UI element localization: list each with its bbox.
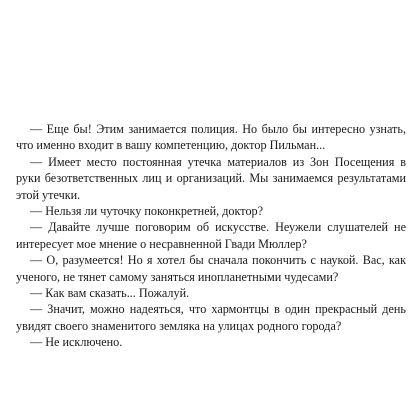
dialogue-paragraph: — Значит, можно надеяться, что хармонтцы в один прекрасный день увидят своего знаменитого земляка на улицах родного города? <box>16 302 406 333</box>
dialogue-paragraph: — Как вам сказать... Пожалуй. <box>30 286 190 301</box>
dialogue-text-block <box>16 121 406 351</box>
dialogue-paragraph: — Нельзя ли чуточку поконкретней, доктор? <box>30 204 264 219</box>
dialogue-paragraph: — Давайте лучше поговорим об искусстве. Неужели слушателей не интересует мое мнение о несравненной Гвади Мюллер? <box>16 220 406 251</box>
dialogue-paragraph: — Не исключено. <box>30 335 123 350</box>
dialogue-paragraph: — Имеет место постоянная утечка материалов из Зон Посещения в руки безответственных лиц и организаций. Мы занимаемся результатами этой утечки. <box>16 154 406 202</box>
dialogue-paragraph: — Еще бы! Этим занимается полиция. Но было бы интересно узнать, что именно входит в вашу компетенцию, доктор Пильман... <box>16 122 406 153</box>
dialogue-paragraph: — О, разумеется! Но я хотел бы сначала покончить с наукой. Вас, как ученого, не тянет самому заняться инопланетными чудесами? <box>16 253 406 284</box>
